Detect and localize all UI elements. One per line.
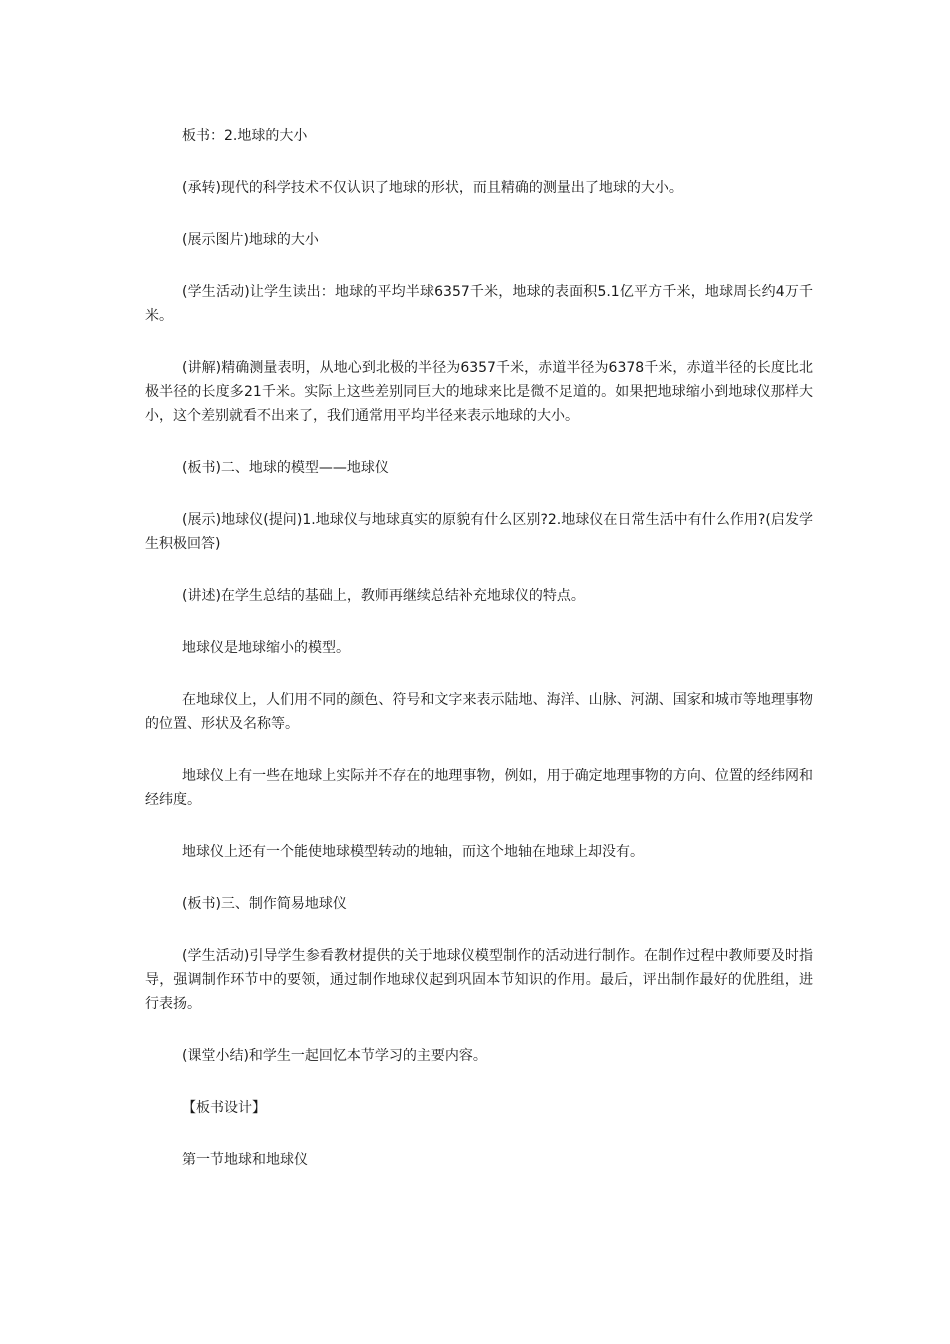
paragraph-globe-axis: 地球仪上还有一个能使地球模型转动的地轴，而这个地轴在地球上却没有。	[182, 844, 644, 860]
paragraph-show-picture: (展示图片)地球的大小	[182, 232, 319, 248]
document-body	[145, 124, 813, 1200]
paragraph-section-title: 第一节地球和地球仪	[182, 1152, 308, 1168]
paragraph-globe-symbols: 在地球仪上，人们用不同的颜色、符号和文字来表示陆地、海洋、山脉、河湖、国家和城市等地理事物的位置、形状及名称等。	[145, 692, 813, 732]
paragraph-student-activity-read: (学生活动)让学生读出：地球的平均半球6357千米，地球的表面积5.1亿平方千米，地球周长约4万千米。	[145, 284, 813, 324]
paragraph-lecture-summary: (讲述)在学生总结的基础上，教师再继续总结补充地球仪的特点。	[182, 588, 585, 604]
paragraph-show-globe-questions: (展示)地球仪(提问)1.地球仪与地球真实的原貌有什么区别?2.地球仪在日常生活中有什么作用?(启发学生积极回答)	[145, 512, 813, 552]
paragraph-explanation: (讲解)精确测量表明，从地心到北极的半径为6357千米，赤道半径为6378千米，赤道半径的长度比北极半径的长度多21千米。实际上这些差别同巨大的地球来比是微不足道的。如果把地球缩小到地球仪那样大小，这个差别就看不出来了，我们通常用平均半径来表示地球的大小。	[145, 360, 813, 424]
paragraph-student-activity-make: (学生活动)引导学生参看教材提供的关于地球仪模型制作的活动进行制作。在制作过程中教师要及时指导，强调制作环节中的要领，通过制作地球仪起到巩固本节知识的作用。最后，评出制作最好的优胜组，进行表扬。	[145, 948, 813, 1012]
paragraph-globe-grid: 地球仪上有一些在地球上实际并不存在的地理事物，例如，用于确定地理事物的方向、位置的经纬网和经纬度。	[145, 768, 813, 808]
paragraph-blackboard-globe-model: (板书)二、地球的模型——地球仪	[182, 460, 389, 476]
paragraph-blackboard-design: 【板书设计】	[182, 1100, 266, 1116]
paragraph-globe-definition: 地球仪是地球缩小的模型。	[182, 640, 350, 656]
paragraph-blackboard-make-globe: (板书)三、制作简易地球仪	[182, 896, 347, 912]
paragraph-blackboard-earth-size: 板书：2.地球的大小	[182, 128, 308, 144]
paragraph-class-summary: (课堂小结)和学生一起回忆本节学习的主要内容。	[182, 1048, 487, 1064]
paragraph-transition: (承转)现代的科学技术不仅认识了地球的形状，而且精确的测量出了地球的大小。	[182, 180, 683, 196]
